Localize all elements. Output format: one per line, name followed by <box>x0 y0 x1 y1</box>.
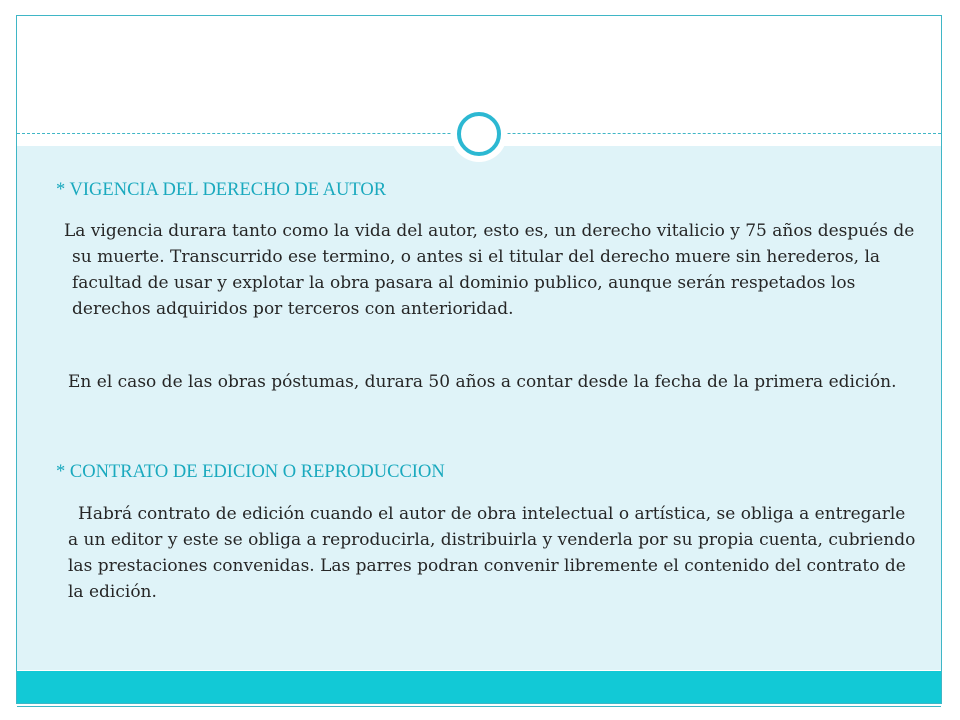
paragraph-contrato: Habrá contrato de edición cuando el autor de obra intelectual o artística, se obliga a entregarle a un editor y este se obliga a reproducirla, distribuirla y venderla por su propia cuenta, cubriendo las prestaciones convenidas. Las parres podran convenir libremente el contenido del contrato de la edición. <box>68 504 916 602</box>
footer-line <box>17 706 941 707</box>
paragraph-obras-postumas: En el caso de las obras póstumas, durara 50 años a contar desde la fecha de la primera edición. <box>68 372 897 392</box>
footer-bar <box>17 671 941 703</box>
heading-contrato: * CONTRATO DE EDICION O REPRODUCCION <box>56 462 445 482</box>
paragraph-vigencia: La vigencia durara tanto como la vida del autor, esto es, un derecho vitalicio y 75 años después de su muerte. Transcurrido ese termino, o antes si el titular del derecho muere sin herederos, la facultad de usar y explotar la obra pasara al dominio publico, aunque serán respetados los derechos adquiridos por terceros con anterioridad. <box>64 221 915 319</box>
ring-circle-icon <box>457 112 501 156</box>
heading-vigencia: * VIGENCIA DEL DERECHO DE AUTOR <box>56 180 387 200</box>
